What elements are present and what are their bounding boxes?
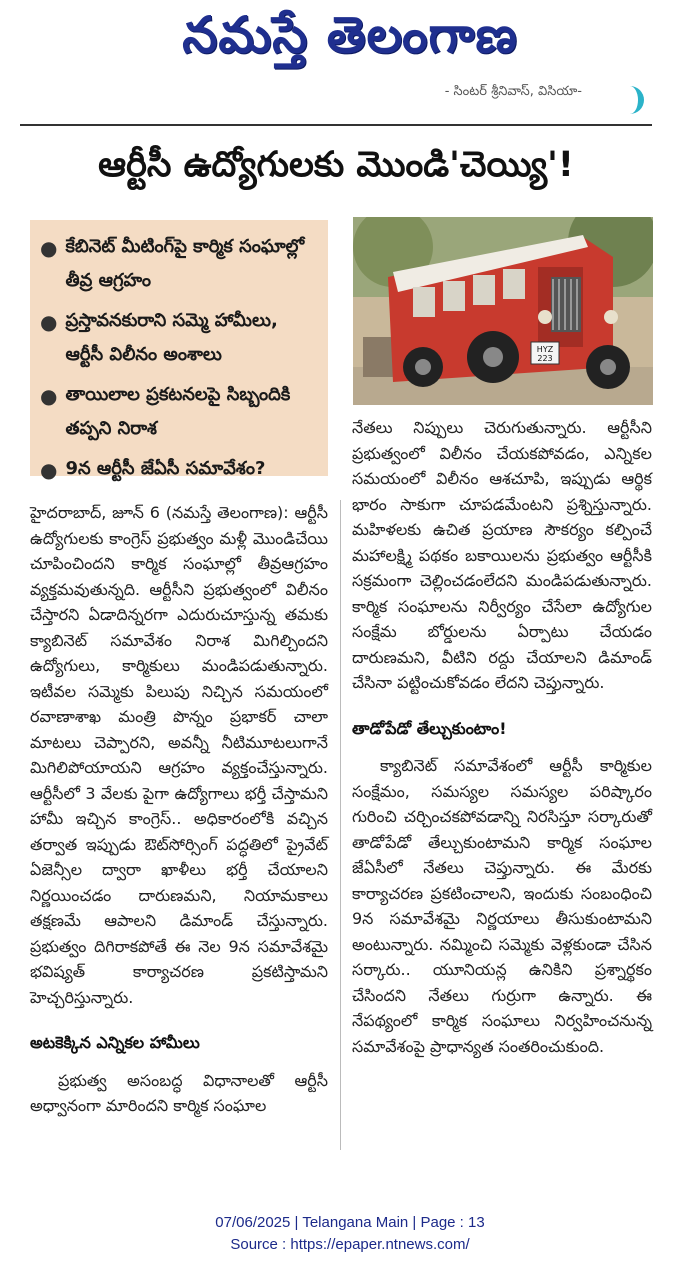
bullet-icon: ●	[40, 310, 58, 334]
article-paragraph: హైదరాబాద్, జూన్ 6 (నమస్తే తెలంగాణ): ఆర్టీసీ ఉద్యోగులకు కాంగ్రెస్ ప్రభుత్వం మళ్లీ మొండిచేయి చూపించిందని కార్మిక సంఘాల్లో తీవ్రఆగ్రహం వ్యక్తమవుతున్నది. ఆర్టీసీని ప్రభుత్వంలో విలీనం చేస్తారని ఏడాదిన్నరగా ఎదురుచూస్తున్న తమకు క్యాబినెట్ సమావేశం నిరాశ మిగిల్చిందని ఉద్యోగులు, కార్మికులు మండిపడుతున్నారు. ఇటీవల సమ్మెకు పిలుపు నిచ్చిన సమయంలో రవాణాశాఖ మంత్రి పొన్నం ప్రభాకర్ చాలా మాటలు చెప్పారని, అవన్నీ నీటిమూటలుగానే మిగిలిపోయాయని ఆగ్రహం వ్యక్తంచేస్తున్నారు. ఆర్టీసీలో 3 వేలకు పైగా ఉద్యోగాలు భర్తీ చేస్తామని హామీ ఇచ్చిన కాంగ్రెస్.. అధికారంలోకి వచ్చిన తర్వాత ఇప్పుడు ఔట్‌సోర్సింగ్ పద్ధతిలో ప్రైవేట్ ఏజెన్సీల ద్వారా ఖాళీలు భర్తీ చేయాలని నిర్ణయించడం దారుణమని, నియామకాలు తక్షణమే ఆపాలని డిమాండ్ చేస్తున్నారు. ప్రభుత్వం దిగిరాకపోతే ఈ నెల 9న సమావేశమై భవిష్యత్ కార్యాచరణ ప్రకటిస్తామని హెచ్చరిస్తున్నారు.	[30, 503, 328, 1007]
bullet-icon: ●	[40, 384, 58, 408]
bus-photo	[353, 217, 653, 405]
highlight-item: ● కేబినెట్ మీటింగ్‌పై కార్మిక సంఘాల్లో తీవ్ర ఆగ్రహం	[40, 230, 318, 298]
source-link[interactable]: Source : https://epaper.ntnews.com/	[230, 1236, 470, 1253]
highlight-item: ● ప్రస్తావనకురాని సమ్మె హామీలు, ఆర్టీసీ విలీనం అంశాలు	[40, 304, 318, 372]
bullet-icon: ●	[40, 458, 58, 482]
highlight-item: ● తాయిలాల ప్రకటనలపై సిబ్బందికి తప్పని నిరాశ	[40, 378, 318, 446]
article-column-right	[352, 415, 652, 1059]
vintage-bus-image	[353, 217, 653, 405]
newspaper-logo: నమస్తే తెలంగాణ	[182, 6, 518, 64]
column-divider	[340, 500, 341, 1150]
article-subheading: అటకెక్కిన ఎన్నికల హామీలు	[30, 1033, 200, 1052]
decorative-arc-icon	[616, 86, 644, 114]
article-headline: ఆర్టీసీ ఉద్యోగులకు మొండి'చెయ్యి'!	[98, 145, 574, 185]
article-column-left	[30, 500, 328, 1119]
article-paragraph: ప్రభుత్వ అసంబద్ధ విధానాలతో ఆర్టీసీ అధ్వానంగా మారిందని కార్మిక సంఘాల	[30, 1070, 328, 1115]
bus-plate-text: HYZ	[536, 345, 554, 354]
highlight-item: ● 9న ఆర్టీసీ జేఏసీ సమావేశం?	[40, 452, 318, 488]
masthead	[0, 0, 700, 80]
strip-byline: - సింటర్ శ్రీనివాస్, విసియా-	[444, 84, 582, 99]
previous-article-strip	[20, 84, 652, 126]
article-subheading: తాడోపేడో తేల్చుకుంటాం!	[352, 718, 507, 738]
article-paragraph: క్యాబినెట్ సమావేశంలో ఆర్టీసీ కార్మికుల సంక్షేమం, సమస్యల సమస్యల పరిష్కారం గురించి చర్చించకపోవడాన్ని నిరసిస్తూ సర్కారుతో తాడోపేడో తేల్చుకుంటామని కార్మిక సంఘాల జేఏసీలో నేతలు చెప్తున్నారు. ఈ మేరకు కార్యాచరణ ప్రకటించాలని, ఇందుకు సంబంధించి 9న సమావేశమై నిర్ణయాలు తీసుకుంటామని అంటున్నారు. నమ్మించి సమ్మెకు వెళ్లకుండా చేసిన సర్కారు.. యూనియన్ల ఉనికిని ప్రశ్నార్థకం చేసిందని నేతలు గుర్రుగా ఉన్నారు. ఈ నేపథ్యంలో కార్మిక సంఘాలు నిర్వహించనున్న సమావేశంపై ప్రాధాన్యత సంతరించుకుంది.	[352, 756, 652, 1056]
highlights-box	[30, 220, 328, 482]
edition-info: 07/06/2025 | Telangana Main | Page : 13	[215, 1214, 485, 1231]
article-paragraph: నేతలు నిప్పులు చెరుగుతున్నారు. ఆర్టీసీని ప్రభుత్వంలో విలీనం చేయకపోవడం, ఎన్నికల సమయంలో విలీనం ఆశచూపి, ఇప్పుడు ఆర్థిక భారం సాకుగా చూపడమేంటని ప్రశ్నిస్తున్నారు. మహిళలకు ఉచిత ప్రయాణ సౌకర్యం కల్పించే మహాలక్ష్మి పథకం బకాయిలను ప్రభుత్వం ఆర్టీసీకి సక్రమంగా చెల్లించడంలేదని మండిపడుతున్నారు. కార్మిక సంఘాలను నిర్వీర్యం చేసేలా ఉద్యోగుల సంక్షేమ బోర్డులను ఏర్పాటు చేయడం దారుణమని, వీటిని రద్దు చేయాలని డిమాండ్ చేసినా పట్టించుకోవడం లేదని చెప్తున్నారు.	[352, 418, 652, 692]
bullet-icon: ●	[40, 236, 58, 260]
page-footer	[0, 1212, 700, 1256]
svg-text:223: 223	[537, 354, 553, 363]
